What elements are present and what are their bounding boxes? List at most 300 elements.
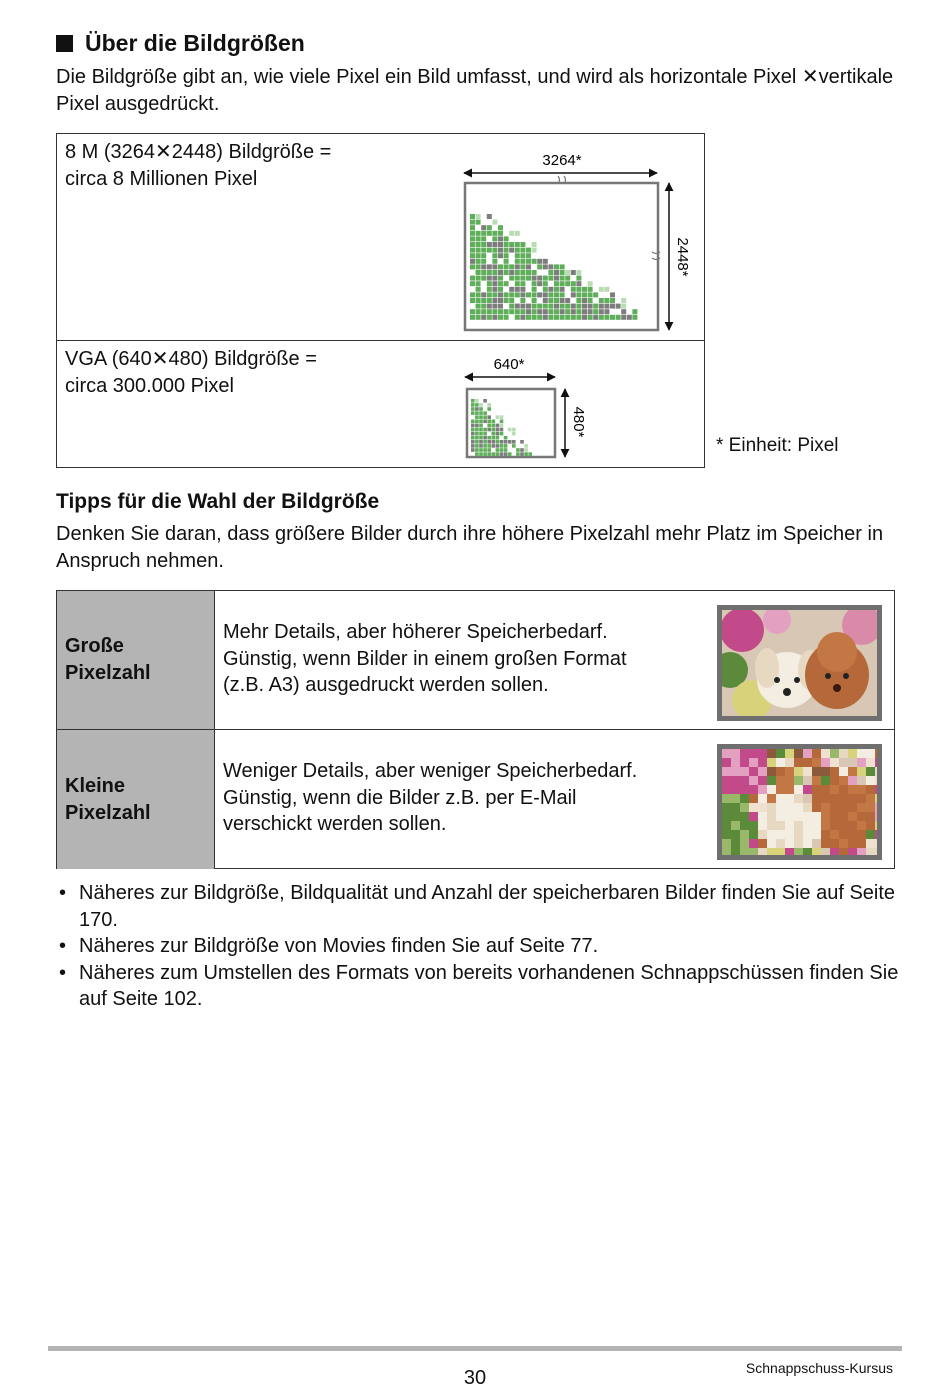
pixel-square — [520, 298, 525, 303]
pixel-square — [515, 309, 520, 314]
pixel-square — [470, 264, 475, 269]
pixel-square — [487, 424, 491, 428]
photo-pixel — [785, 776, 794, 785]
photo-pixel — [875, 821, 877, 830]
pixel-square — [471, 428, 475, 432]
puppies-photo-pixelated-image — [722, 749, 877, 855]
photo-pixel — [731, 839, 740, 848]
pixel-square — [554, 315, 559, 320]
pixel-square — [492, 452, 496, 456]
photo-pixel — [740, 767, 749, 776]
photo-pixel — [839, 758, 848, 767]
pixel-square — [537, 315, 542, 320]
photo-pixel — [803, 848, 812, 855]
pixel-square — [492, 281, 497, 286]
pixel-square — [471, 403, 475, 407]
photo-pixel — [740, 785, 749, 794]
pixel-square — [508, 428, 512, 432]
pixel-square — [496, 448, 500, 452]
photo-pixel — [839, 785, 848, 794]
photo-pixel — [785, 749, 794, 758]
pixel-square — [509, 292, 514, 297]
pixel-square — [487, 440, 491, 444]
photo-pixel — [812, 803, 821, 812]
pixel-square — [492, 231, 497, 236]
pixel-square — [487, 214, 492, 219]
photo-pixel — [731, 830, 740, 839]
row-description-line: verschickt werden sollen. — [223, 813, 447, 835]
photo-pixel — [803, 767, 812, 776]
photo-pixel — [749, 821, 758, 830]
photo-pixel — [875, 839, 877, 848]
pixel-square — [498, 248, 503, 253]
photo-pixel — [848, 821, 857, 830]
photo-pixel — [767, 821, 776, 830]
pixel-square — [588, 304, 593, 309]
size-label-8m — [65, 139, 331, 193]
pixel-square — [470, 292, 475, 297]
pixel-square — [492, 432, 496, 436]
pixel-square — [548, 270, 553, 275]
pixel-square — [481, 225, 486, 230]
photo-pixel — [758, 785, 767, 794]
photo-pixel — [722, 794, 731, 803]
photo-pixel — [866, 785, 875, 794]
photo-pixel — [794, 776, 803, 785]
pixel-square — [571, 270, 576, 275]
photo-pixel — [740, 839, 749, 848]
pixel-square — [526, 309, 531, 314]
photo-pixel — [767, 812, 776, 821]
photo-pixel — [812, 830, 821, 839]
pixel-square — [498, 236, 503, 241]
photo-pixel — [857, 812, 866, 821]
pixel-square — [565, 309, 570, 314]
photo-pixel — [803, 794, 812, 803]
pixel-square — [483, 411, 487, 415]
photo-pixel — [821, 767, 830, 776]
pixel-square — [554, 264, 559, 269]
pixel-square — [487, 415, 491, 419]
photo-pixel — [866, 749, 875, 758]
photo-pixel — [830, 821, 839, 830]
pixel-square — [576, 309, 581, 314]
photo-pixel — [821, 839, 830, 848]
photo-pixel — [776, 785, 785, 794]
pixel-square — [548, 304, 553, 309]
photo-pixel — [803, 776, 812, 785]
pixel-square — [498, 309, 503, 314]
pixel-square — [479, 420, 483, 424]
footer-divider — [48, 1346, 902, 1351]
photo-pixel — [875, 749, 877, 758]
pixel-square — [515, 259, 520, 264]
pixel-square — [504, 309, 509, 314]
pixel-square — [498, 287, 503, 292]
pixel-square — [560, 315, 565, 320]
pixel-square — [526, 304, 531, 309]
pixel-square — [508, 452, 512, 456]
photo-pixel — [821, 776, 830, 785]
pixel-square — [470, 253, 475, 258]
photo-pixel — [722, 830, 731, 839]
photo-pixel — [875, 767, 877, 776]
pixel-square — [492, 436, 496, 440]
pixel-square — [475, 448, 479, 452]
pixel-square — [498, 242, 503, 247]
photo-pixel — [767, 839, 776, 848]
pixel-square — [470, 231, 475, 236]
pixel-square — [560, 281, 565, 286]
photo-pixel — [839, 767, 848, 776]
pixel-square — [475, 399, 479, 403]
pixel-square — [470, 225, 475, 230]
photo-pixel — [830, 803, 839, 812]
photo-pixel — [722, 821, 731, 830]
pixel-square — [479, 440, 483, 444]
pixel-square — [476, 281, 481, 286]
pixel-square — [475, 432, 479, 436]
pixel-square — [496, 452, 500, 456]
photo-pixel — [821, 821, 830, 830]
photo-pixel — [794, 848, 803, 855]
photo-pixel — [740, 803, 749, 812]
pixel-square — [571, 287, 576, 292]
photo-pixel — [866, 812, 875, 821]
pixel-square — [526, 253, 531, 258]
photo-pixel — [839, 812, 848, 821]
photo-pixel — [740, 812, 749, 821]
photo-pixel — [848, 794, 857, 803]
pixel-square — [479, 407, 483, 411]
photo-pixel — [749, 839, 758, 848]
photo-pixel — [848, 785, 857, 794]
pixel-square — [632, 309, 637, 314]
pixel-square — [554, 287, 559, 292]
pixel-square — [548, 287, 553, 292]
pixel-square — [492, 287, 497, 292]
large-pixel-diagram — [452, 146, 697, 336]
row-description-line: Mehr Details, aber höherer Speicherbedarf. — [223, 621, 608, 643]
pixel-square — [532, 248, 537, 253]
pixel-square — [487, 242, 492, 247]
pixel-square — [599, 287, 604, 292]
row-description — [223, 758, 713, 838]
pixel-square — [560, 309, 565, 314]
photo-pixel — [866, 830, 875, 839]
pixel-square — [471, 399, 475, 403]
pixel-square — [520, 253, 525, 258]
pixel-square — [526, 264, 531, 269]
photo-pixel — [794, 758, 803, 767]
pixel-square — [543, 298, 548, 303]
pixel-square — [487, 309, 492, 314]
pixel-square — [588, 292, 593, 297]
pixel-square — [565, 276, 570, 281]
photo-pixel — [776, 839, 785, 848]
photo-pixel — [857, 830, 866, 839]
pixel-square — [509, 304, 514, 309]
pixel-square — [588, 287, 593, 292]
pixel-square — [576, 298, 581, 303]
pixel-square — [532, 298, 537, 303]
photo-pixel — [875, 812, 877, 821]
pixel-square — [520, 292, 525, 297]
pixel-square — [526, 270, 531, 275]
pixel-square — [481, 242, 486, 247]
pixel-square — [487, 276, 492, 281]
pixel-square — [537, 276, 542, 281]
pixel-square — [479, 448, 483, 452]
photo-pixel — [875, 794, 877, 803]
pixel-square — [576, 281, 581, 286]
pixel-square — [481, 315, 486, 320]
photo-pixel — [857, 785, 866, 794]
pixel-square — [520, 281, 525, 286]
photo-pixel — [830, 848, 839, 855]
pixel-square — [476, 315, 481, 320]
photo-pixel — [848, 812, 857, 821]
row-description-line: Günstig, wenn Bilder in einem großen Format — [223, 647, 627, 670]
pixel-square — [560, 298, 565, 303]
pixel-square — [621, 304, 626, 309]
pixel-square — [543, 304, 548, 309]
photo-pixel — [812, 848, 821, 855]
pixel-square — [492, 270, 497, 275]
photo-pixel — [794, 803, 803, 812]
photo-pixel — [839, 848, 848, 855]
photo-pixel — [839, 803, 848, 812]
photo-pixel — [749, 848, 758, 855]
photo-pixel — [785, 803, 794, 812]
photo-pixel — [821, 803, 830, 812]
photo-pixel — [839, 830, 848, 839]
pixel-square — [528, 452, 532, 456]
photo-pixel — [740, 848, 749, 855]
pixel-square — [481, 298, 486, 303]
tips-intro: Denken Sie daran, dass größere Bilder durch ihre höhere Pixelzahl mehr Platz im Speicher in Anspruch nehmen. — [56, 523, 884, 572]
pixel-square — [492, 248, 497, 253]
photo-pixel — [767, 758, 776, 767]
pixel-square — [500, 428, 504, 432]
photo-pixel — [875, 785, 877, 794]
photo-pixel — [758, 758, 767, 767]
photo-pixel — [749, 803, 758, 812]
pixel-square — [582, 287, 587, 292]
pixel-square — [500, 424, 504, 428]
photo-pixel — [821, 785, 830, 794]
photo-pixel — [866, 839, 875, 848]
pixel-square — [520, 276, 525, 281]
photo-pixel — [785, 848, 794, 855]
pixel-square — [479, 411, 483, 415]
photo-pixel — [866, 821, 875, 830]
pixel-square — [604, 287, 609, 292]
photo-pixel — [749, 758, 758, 767]
pixel-square — [509, 231, 514, 236]
pixel-square — [604, 298, 609, 303]
list-item: • Näheres zur Bildgröße von Movies finden Sie auf Seite 77. — [56, 933, 906, 960]
pixel-square — [532, 292, 537, 297]
pixel-square — [543, 315, 548, 320]
pixel-square — [543, 292, 548, 297]
pixel-square — [487, 407, 491, 411]
pixel-square — [476, 264, 481, 269]
list-item: • Näheres zur Bildgröße, Bildqualität und Anzahl der speicherbaren Bilder finden Sie auf Seite 170. — [56, 880, 906, 933]
pixel-square — [504, 242, 509, 247]
photo-pixel — [812, 767, 821, 776]
pixel-square — [481, 309, 486, 314]
pixel-square — [498, 231, 503, 236]
pixel-square — [500, 452, 504, 456]
pixel-square — [487, 225, 492, 230]
photo-pixel — [821, 749, 830, 758]
pixel-square — [554, 298, 559, 303]
pixel-square — [492, 264, 497, 269]
pixel-square — [483, 420, 487, 424]
photo-pixel — [875, 830, 877, 839]
photo-pixel — [848, 839, 857, 848]
photo-pixel — [722, 812, 731, 821]
pixel-square — [471, 448, 475, 452]
notes-list — [56, 880, 906, 1013]
pixel-square — [537, 259, 542, 264]
pixel-square — [483, 432, 487, 436]
pixel-square — [476, 220, 481, 225]
pixel-square — [487, 420, 491, 424]
pixel-square — [504, 253, 509, 258]
photo-pixel — [776, 758, 785, 767]
photo-pixel — [767, 767, 776, 776]
pixel-square — [593, 315, 598, 320]
photo-pixel — [731, 812, 740, 821]
pixel-square — [492, 444, 496, 448]
pixel-square — [483, 452, 487, 456]
pixel-square — [604, 309, 609, 314]
photo-pixel — [731, 776, 740, 785]
size-row-vga — [57, 341, 704, 467]
image-size-box — [56, 133, 705, 468]
photo-pixel — [794, 812, 803, 821]
pixel-square — [627, 315, 632, 320]
pixel-square — [475, 428, 479, 432]
pixel-square — [560, 292, 565, 297]
pixel-square — [565, 304, 570, 309]
pixel-square — [475, 407, 479, 411]
page-number: 30 — [463, 1367, 487, 1386]
pixel-square — [537, 304, 542, 309]
pixel-square — [492, 428, 496, 432]
pixel-square — [554, 276, 559, 281]
photo-pixel — [839, 749, 848, 758]
photo-pixel — [857, 749, 866, 758]
pixel-square — [470, 242, 475, 247]
photo-pixel — [776, 749, 785, 758]
pixel-square — [599, 298, 604, 303]
pixel-square — [487, 292, 492, 297]
pixel-square — [582, 292, 587, 297]
photo-pixel — [848, 758, 857, 767]
photo-pixel — [785, 839, 794, 848]
pixel-square — [504, 270, 509, 275]
size-label-vga-line1: VGA (640✕480) Bildgröße = — [65, 348, 317, 370]
pixel-square — [548, 264, 553, 269]
photo-pixel — [875, 776, 877, 785]
pixel-square — [481, 304, 486, 309]
photo-pixel — [785, 767, 794, 776]
photo-pixel — [857, 803, 866, 812]
pixel-square — [524, 444, 528, 448]
pixel-square — [604, 315, 609, 320]
pixel-square — [524, 452, 528, 456]
photo-pixel — [740, 776, 749, 785]
photo-pixel — [812, 821, 821, 830]
photo-pixel — [731, 758, 740, 767]
table-row — [57, 591, 894, 730]
row-header-line2: Pixelzahl — [65, 662, 151, 684]
pixel-square — [524, 448, 528, 452]
table-row — [57, 730, 894, 869]
photo-pixel — [749, 794, 758, 803]
square-bullet-icon — [56, 35, 73, 52]
pixel-square — [476, 304, 481, 309]
pixel-square — [621, 309, 626, 314]
pixel-square — [571, 309, 576, 314]
pixel-square — [520, 448, 524, 452]
pixel-square — [576, 287, 581, 292]
pixel-square — [470, 236, 475, 241]
pixel-square — [543, 309, 548, 314]
pixel-square — [504, 315, 509, 320]
pixel-square — [487, 403, 491, 407]
photo-pixel — [830, 794, 839, 803]
size-label-8m-line1: 8 M (3264✕2448) Bildgröße = — [65, 141, 332, 163]
row-description — [223, 619, 713, 699]
pixel-square — [470, 276, 475, 281]
photo-pixel — [812, 785, 821, 794]
photo-pixel — [839, 776, 848, 785]
footer-section-name: Schnappschuss-Kursus — [745, 1360, 893, 1376]
pixel-square — [571, 315, 576, 320]
pixel-square — [475, 411, 479, 415]
pixel-square — [492, 315, 497, 320]
pixel-square — [526, 248, 531, 253]
photo-pixel — [767, 749, 776, 758]
pixel-square — [492, 220, 497, 225]
pixel-square — [496, 440, 500, 444]
photo-pixel — [812, 794, 821, 803]
pixel-square — [504, 264, 509, 269]
photo-pixel — [857, 758, 866, 767]
pixel-square — [483, 448, 487, 452]
photo-pixel — [839, 821, 848, 830]
pixel-square — [479, 415, 483, 419]
pixel-square — [515, 270, 520, 275]
pixel-square — [526, 276, 531, 281]
pixel-square — [481, 248, 486, 253]
pixel-square — [487, 428, 491, 432]
pixel-square — [565, 270, 570, 275]
pixel-square — [476, 253, 481, 258]
pixel-square — [593, 309, 598, 314]
photo-pixel — [785, 785, 794, 794]
pixel-square — [498, 298, 503, 303]
pixel-square — [476, 259, 481, 264]
pixel-square — [500, 440, 504, 444]
photo-pixel — [767, 803, 776, 812]
photo-pixel — [857, 776, 866, 785]
photo-pixel — [758, 839, 767, 848]
